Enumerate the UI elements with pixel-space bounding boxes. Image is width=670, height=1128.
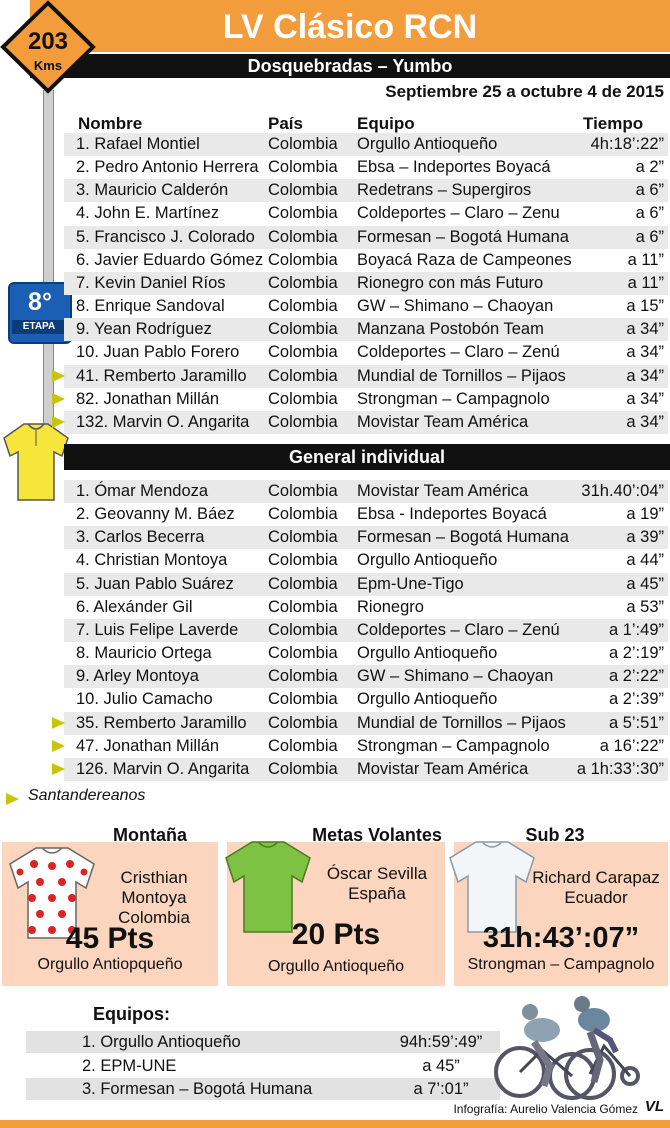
rider-country: Colombia — [268, 389, 338, 408]
col-name-header: Nombre — [78, 114, 143, 133]
rider-time: a 16’:22” — [599, 736, 664, 755]
rider-team: Strongman – Campagnolo — [357, 389, 550, 408]
rider-time: a 34” — [626, 412, 664, 431]
award-montana-rider — [86, 868, 222, 928]
rider-name: 5. Francisco J. Colorado — [76, 227, 255, 246]
award-metas-country: España — [348, 884, 406, 903]
rider-time: a 34” — [626, 389, 664, 408]
yellow-jersey-icon — [0, 420, 72, 504]
team-name: 1. Orgullo Antioqueño — [82, 1033, 241, 1051]
rider-name: 41. Remberto Jaramillo — [76, 366, 247, 385]
rider-country: Colombia — [268, 135, 338, 153]
rider-country: Colombia — [268, 759, 338, 778]
table-row — [64, 573, 668, 596]
table-row — [64, 365, 668, 388]
rider-team: Mundial de Tornillos – Pijaos — [357, 713, 566, 732]
team-time: 94h:59’:49” — [399, 1033, 483, 1051]
team-row — [26, 1055, 500, 1077]
rider-name: 82. Jonathan Millán — [76, 389, 220, 408]
santandereano-marker-icon — [52, 763, 65, 775]
table-row — [64, 179, 668, 202]
award-metas-team: Orgullo Antioqueño — [267, 958, 405, 975]
rider-time: a 39” — [626, 528, 664, 547]
team-time: a 45” — [422, 1056, 460, 1075]
col-time-header: Tiempo — [583, 114, 644, 133]
rider-country: Colombia — [268, 736, 338, 755]
table-row — [64, 480, 668, 503]
award-sub23-team: Strongman – Campagnolo — [467, 956, 655, 973]
table-row — [64, 526, 668, 549]
team-row — [26, 1031, 500, 1053]
rider-time: 31h.40’:04” — [581, 482, 664, 500]
rider-team: Mundial de Tornillos – Pijaos — [357, 366, 566, 385]
team-name: 3. Formesan – Bogotá Humana — [82, 1080, 313, 1098]
rider-country: Colombia — [268, 366, 338, 385]
rider-time: a 11” — [627, 250, 664, 269]
general-title: General individual — [288, 447, 446, 467]
santandereano-marker-icon — [52, 393, 65, 405]
table-row — [64, 758, 668, 781]
rider-time: a 6” — [635, 227, 664, 246]
award-montana-country: Colombia — [118, 908, 190, 927]
santandereanos-marker-icon — [6, 793, 19, 805]
rider-time: a 34” — [626, 366, 664, 385]
rider-team: Formesan – Bogotá Humana — [357, 227, 569, 246]
table-row — [64, 133, 668, 156]
rider-name: 126. Marvin O. Angarita — [76, 759, 250, 778]
table-row — [64, 202, 668, 225]
rider-name: 7. Kevin Daniel Ríos — [76, 273, 226, 292]
cyclists-icon — [490, 990, 640, 1102]
rider-name: 9. Arley Montoya — [76, 667, 199, 686]
award-sub23-rider-name: Richard Carapaz — [532, 868, 660, 887]
table-row — [64, 249, 668, 272]
rider-name: 35. Remberto Jaramillo — [76, 713, 247, 732]
table-row — [64, 318, 668, 341]
rider-name: 10. Juan Pablo Forero — [76, 343, 240, 362]
rider-country: Colombia — [268, 158, 338, 177]
rider-country: Colombia — [268, 551, 338, 570]
rider-time: 4h:18’:22” — [590, 135, 664, 153]
col-team-header: Equipo — [357, 114, 415, 133]
table-row — [64, 619, 668, 642]
rider-time: a 2” — [635, 158, 664, 177]
rider-team: Orgullo Antioqueño — [357, 690, 498, 709]
rider-team: Coldeportes – Claro – Zenú — [357, 620, 560, 639]
rider-team: Movistar Team América — [357, 412, 529, 431]
rider-country: Colombia — [268, 297, 338, 316]
rider-name: 132. Marvin O. Angarita — [76, 412, 250, 431]
rider-team: Formesan – Bogotá Humana — [357, 528, 569, 547]
table-row — [64, 226, 668, 249]
rider-name: 47. Jonathan Millán — [76, 736, 220, 755]
award-metas-value: 20 Pts — [291, 918, 381, 951]
rider-time: a 34” — [626, 343, 664, 362]
table-row — [64, 549, 668, 572]
award-montana-team: Orgullo Antiopqueño — [37, 956, 183, 973]
rider-time: a 45” — [626, 574, 664, 593]
rider-name: 4. John E. Martínez — [76, 204, 220, 223]
page-title: LV Clásico RCN — [222, 8, 478, 46]
rider-time: a 6” — [635, 181, 664, 200]
table-row — [64, 156, 668, 179]
rider-team: GW – Shimano – Chaoyan — [357, 297, 554, 316]
col-country-header: País — [268, 114, 303, 133]
rider-team: Movistar Team América — [357, 759, 529, 778]
rider-country: Colombia — [268, 204, 338, 223]
rider-team: Epm-Une-Tigo — [357, 574, 464, 593]
rider-name: 10. Julio Camacho — [76, 690, 213, 709]
rider-name: 2. Pedro Antonio Herrera — [76, 158, 259, 177]
rider-team: Coldeportes – Claro – Zenu — [357, 204, 560, 223]
distance-value: 203 — [27, 28, 69, 55]
table-row — [64, 688, 668, 711]
rider-team: Orgullo Antioqueño — [357, 644, 498, 663]
rider-country: Colombia — [268, 227, 338, 246]
rider-team: Boyacá Raza de Campeones — [357, 250, 572, 269]
award-sub23-country: Ecuador — [564, 888, 628, 907]
rider-time: a 2’:22” — [608, 667, 664, 686]
rider-time: a 19” — [626, 505, 664, 524]
rider-name: 1. Rafael Montiel — [76, 135, 200, 153]
table-row — [64, 272, 668, 295]
award-sub23-title: Sub 23 — [525, 825, 585, 845]
rider-team: GW – Shimano – Chaoyan — [357, 667, 554, 686]
rider-country: Colombia — [268, 713, 338, 732]
rider-time: a 44” — [626, 551, 664, 570]
rider-country: Colombia — [268, 644, 338, 663]
santandereano-marker-icon — [52, 416, 65, 428]
table-row — [64, 295, 668, 318]
award-metas-rider-name: Óscar Sevilla — [326, 864, 428, 883]
rider-name: 5. Juan Pablo Suárez — [76, 574, 234, 593]
rider-team: Ebsa - Indeportes Boyacá — [357, 505, 547, 524]
table-row — [64, 411, 668, 434]
rider-country: Colombia — [268, 574, 338, 593]
rider-time: a 2’:19” — [608, 644, 664, 663]
rider-country: Colombia — [268, 343, 338, 362]
rider-country: Colombia — [268, 690, 338, 709]
rider-country: Colombia — [268, 482, 338, 500]
award-sub23-value: 31h:43’:07” — [482, 922, 640, 954]
table-row — [64, 503, 668, 526]
rider-team: Redetrans – Supergiros — [357, 181, 532, 200]
stage-label: ETAPA — [12, 320, 66, 334]
award-sub23-rider — [526, 868, 666, 908]
rider-country: Colombia — [268, 528, 338, 547]
award-metas-rider — [316, 864, 438, 904]
rider-team: Orgullo Antioqueño — [357, 551, 498, 570]
rider-country: Colombia — [268, 667, 338, 686]
team-name: 2. EPM-UNE — [82, 1056, 177, 1075]
rider-name: 3. Mauricio Calderón — [76, 181, 229, 200]
legend-label: Santandereanos — [28, 787, 146, 804]
vl-logo: VL — [644, 1098, 664, 1115]
race-dates: Septiembre 25 a octubre 4 de 2015 — [385, 82, 664, 101]
teams-title: Equipos: — [93, 1004, 170, 1024]
award-montana-rider-name: Cristhian Montoya — [120, 868, 188, 907]
rider-time: a 15” — [626, 297, 664, 316]
rider-name: 8. Enrique Sandoval — [76, 297, 225, 316]
award-metas-title: Metas Volantes — [312, 825, 442, 845]
table-row — [64, 341, 668, 364]
rider-country: Colombia — [268, 273, 338, 292]
rider-team: Rionegro — [357, 597, 424, 616]
rider-name: 6. Alexánder Gil — [76, 597, 193, 616]
rider-country: Colombia — [268, 320, 338, 339]
rider-time: a 6” — [635, 204, 664, 223]
rider-name: 6. Javier Eduardo Gómez — [76, 250, 264, 269]
rider-team: Rionegro con más Futuro — [357, 273, 544, 292]
award-montana-title: Montaña — [113, 825, 187, 845]
rider-time: a 34” — [626, 320, 664, 339]
rider-team: Strongman – Campagnolo — [357, 736, 550, 755]
rider-name: 4. Christian Montoya — [76, 551, 228, 570]
route-title: Dosquebradas – Yumbo — [247, 56, 453, 76]
rider-country: Colombia — [268, 620, 338, 639]
bottom-banner — [0, 1120, 670, 1128]
rider-name: 9. Yean Rodríguez — [76, 320, 212, 339]
table-row — [64, 388, 668, 411]
rider-team: Coldeportes – Claro – Zenú — [357, 343, 560, 362]
stage-number: 8° — [28, 288, 52, 316]
rider-time: a 1’:49” — [608, 620, 664, 639]
team-row — [26, 1078, 500, 1100]
rider-team: Orgullo Antioqueño — [357, 135, 498, 153]
rider-country: Colombia — [268, 412, 338, 431]
rider-name: 2. Geovanny M. Báez — [76, 505, 235, 524]
rider-country: Colombia — [268, 597, 338, 616]
rider-team: Ebsa – Indeportes Boyacá — [357, 158, 551, 177]
rider-country: Colombia — [268, 250, 338, 269]
team-time: a 7’:01” — [413, 1080, 469, 1098]
rider-country: Colombia — [268, 181, 338, 200]
rider-time: a 11” — [627, 273, 664, 292]
table-row — [64, 665, 668, 688]
award-montana-value: 45 Pts — [65, 922, 155, 955]
credit-text: Infografía: Aurelio Valencia Gómez — [453, 1102, 638, 1116]
santandereano-marker-icon — [52, 370, 65, 382]
santandereano-marker-icon — [52, 717, 65, 729]
table-row — [64, 735, 668, 758]
rider-time: a 5’:51” — [608, 713, 664, 732]
rider-time: a 2’:39” — [608, 690, 664, 709]
santandereano-marker-icon — [52, 740, 65, 752]
table-row — [64, 596, 668, 619]
table-row — [64, 712, 668, 735]
rider-time: a 53” — [626, 597, 664, 616]
rider-country: Colombia — [268, 505, 338, 524]
distance-unit: Kms — [33, 58, 63, 73]
rider-name: 1. Ómar Mendoza — [76, 482, 209, 500]
rider-time: a 1h:33’:30” — [576, 759, 664, 778]
table-row — [64, 642, 668, 665]
rider-team: Movistar Team América — [357, 482, 529, 500]
rider-name: 7. Luis Felipe Laverde — [76, 620, 239, 639]
rider-team: Manzana Postobón Team — [357, 320, 544, 339]
rider-name: 3. Carlos Becerra — [76, 528, 205, 547]
rider-name: 8. Mauricio Ortega — [76, 644, 212, 663]
